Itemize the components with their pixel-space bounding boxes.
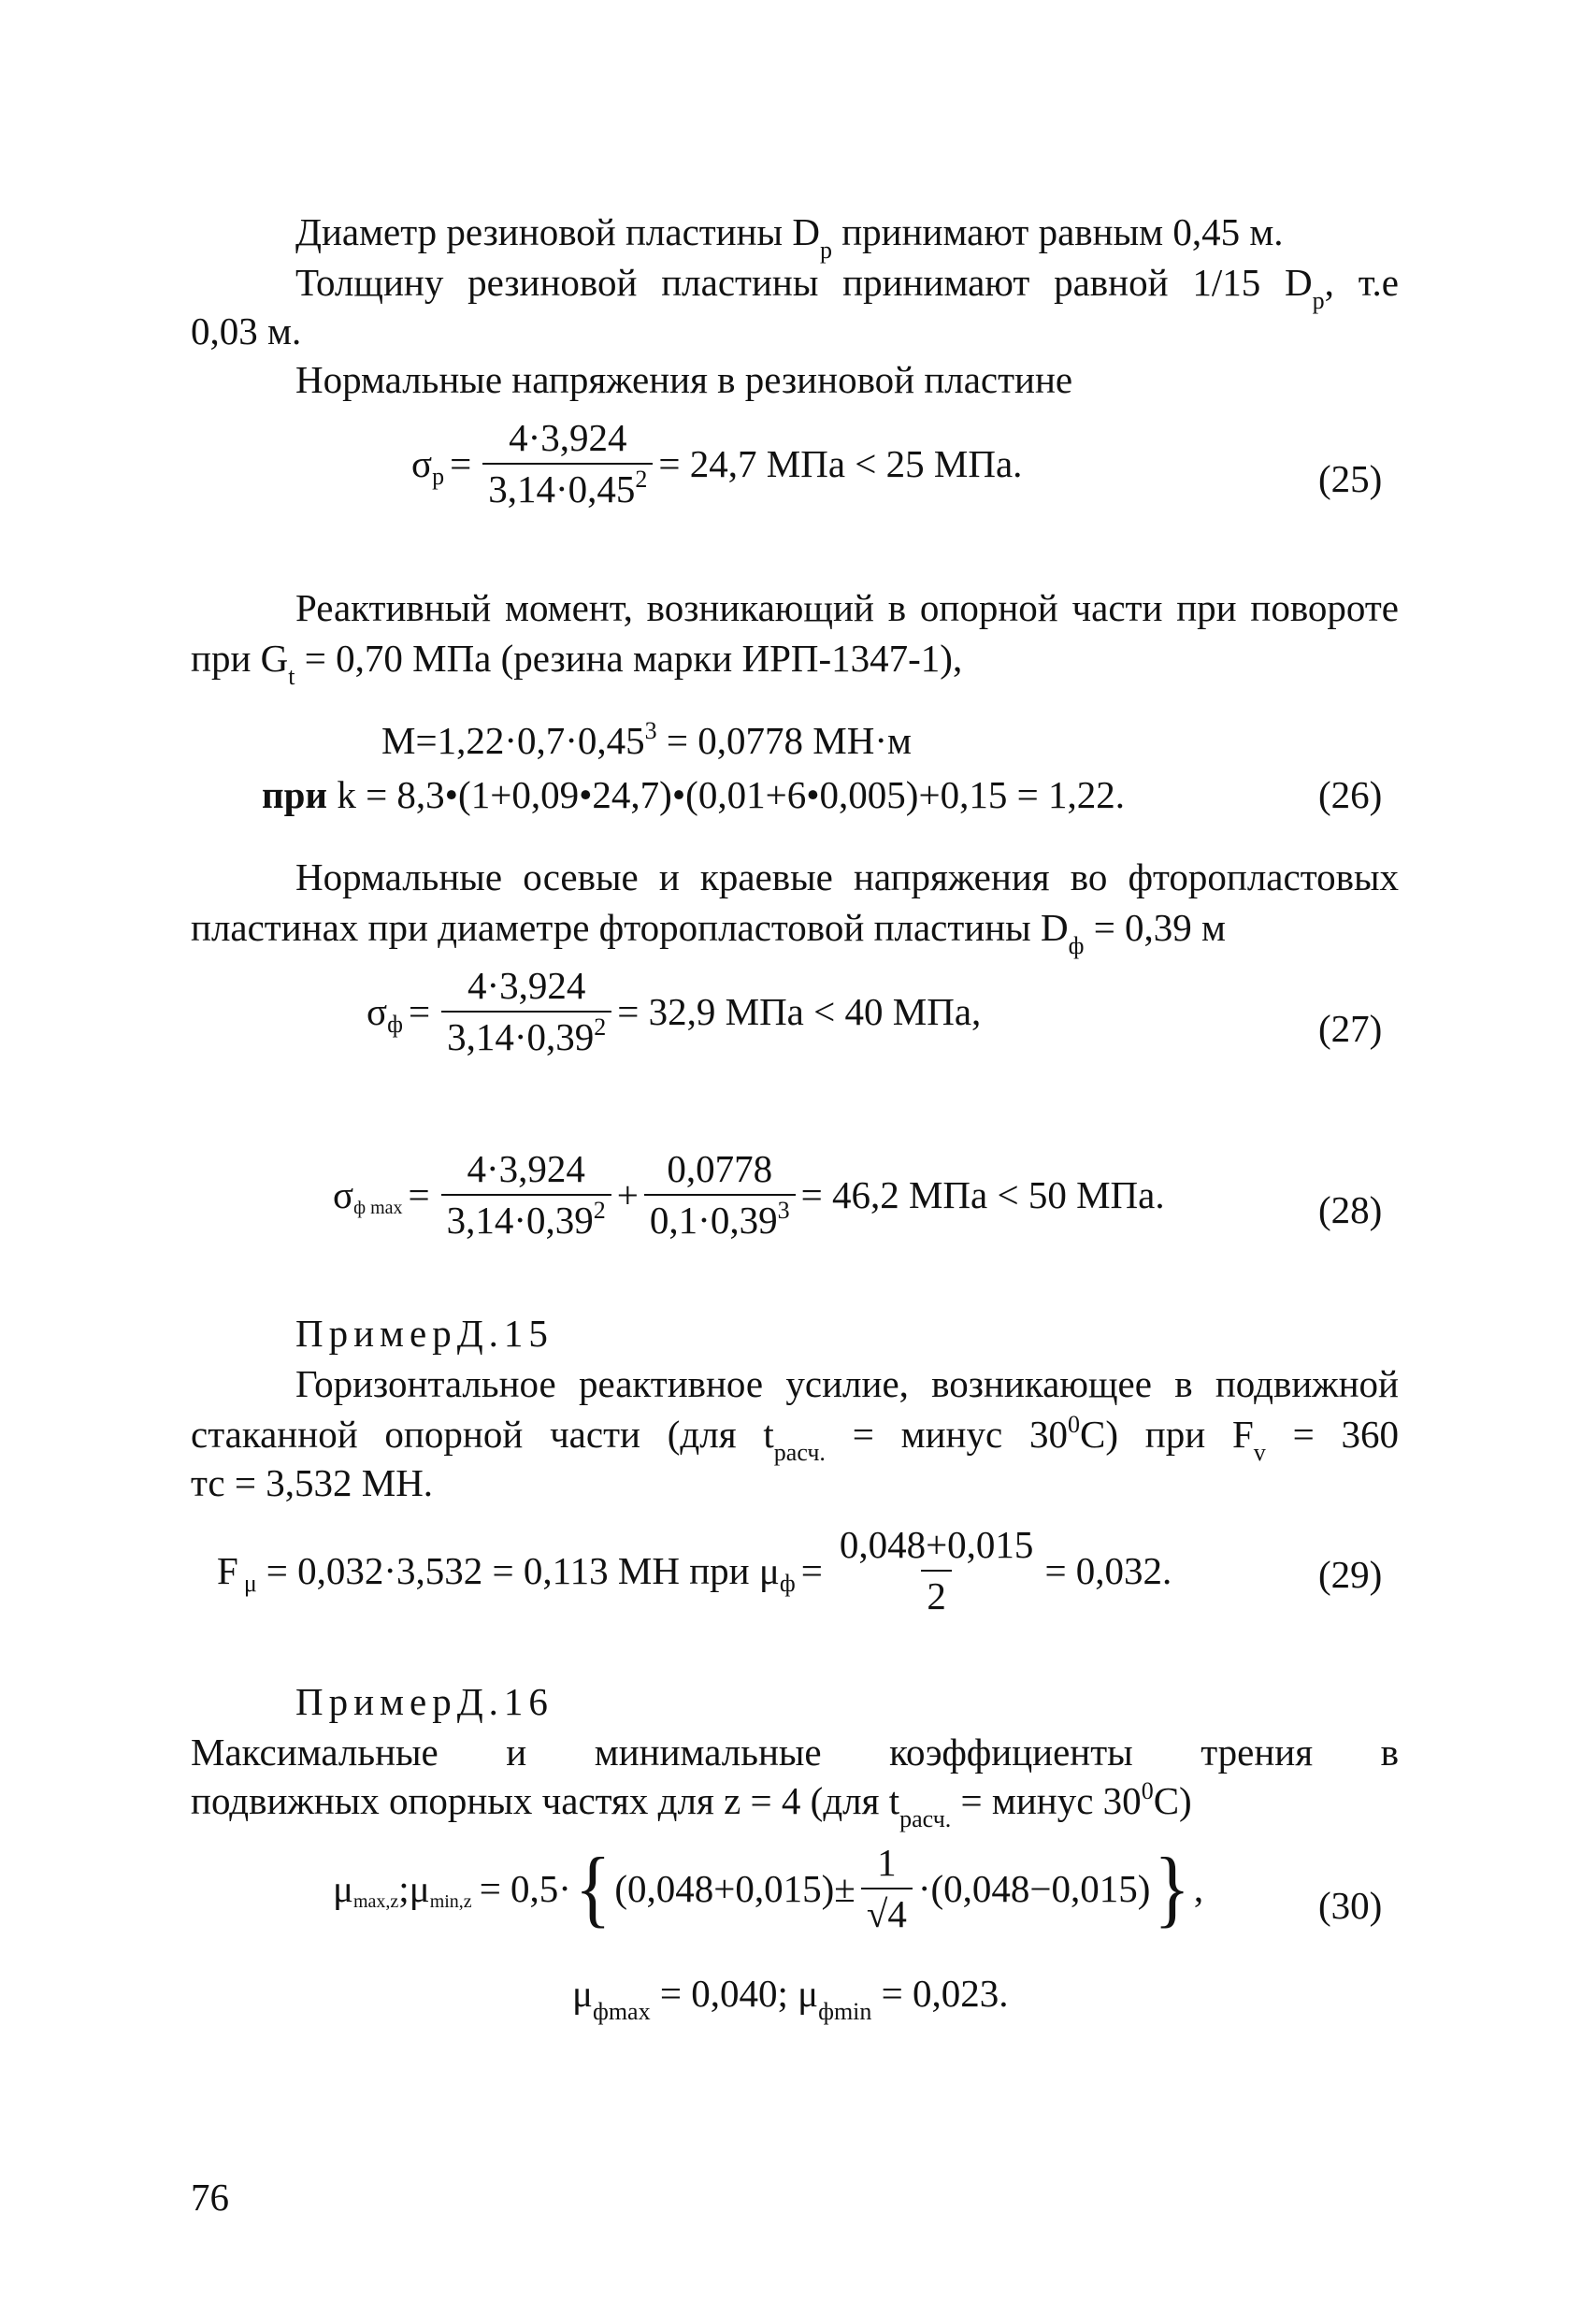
text-segment: = минус 30 bbox=[951, 1779, 1142, 1822]
superscript: 3 bbox=[644, 717, 657, 744]
text-segment: С) bbox=[1153, 1779, 1192, 1822]
text-segment: Толщину резиновой пластины принимают равной 1/15 D bbox=[295, 261, 1313, 304]
subscript: min,z bbox=[429, 1891, 472, 1912]
text-segment: , т.е bbox=[1324, 261, 1399, 304]
radical-sign: √ bbox=[866, 1892, 888, 1935]
text-segment: принимают равным 0,45 м. bbox=[831, 210, 1284, 253]
sqrt-denominator bbox=[861, 1888, 913, 1933]
equation-30 bbox=[333, 1841, 1204, 1936]
equation-text: = 0,0778 МН·м bbox=[656, 719, 912, 762]
superscript: 0 bbox=[1067, 1411, 1080, 1438]
text-line bbox=[191, 906, 1227, 959]
equation-number: (25) bbox=[1318, 457, 1383, 500]
equation-text: = 0,023. bbox=[871, 1972, 1009, 2015]
subscript: ф bbox=[779, 1570, 796, 1597]
equation-text: M=1,22·0,7·0,45 bbox=[381, 719, 645, 762]
equals-sign: = bbox=[450, 441, 472, 485]
text-segment: пластинах при диаметре фторопластовой пластины D bbox=[191, 906, 1069, 949]
subscript: р bbox=[819, 237, 832, 264]
example-heading: ПримерД.16 bbox=[295, 1680, 554, 1723]
left-brace: { bbox=[574, 1841, 611, 1936]
denominator bbox=[441, 1194, 611, 1240]
mu-symbol: μ bbox=[572, 1972, 593, 2015]
equation-text: = 0,032·3,532 = 0,113 МН при μ bbox=[266, 1548, 780, 1592]
denominator-text: 3,14·0,45 bbox=[488, 467, 636, 510]
denominator bbox=[482, 463, 653, 509]
text-line: Реактивный момент, возникающий в опорной части при повороте bbox=[295, 586, 1399, 629]
mu-symbol: μ bbox=[333, 1866, 353, 1910]
numerator: 4·3,924 bbox=[467, 1147, 585, 1190]
subscript: фmax bbox=[592, 1998, 651, 2025]
equation-text: = 0,040; bbox=[650, 1972, 798, 2015]
superscript: 0 bbox=[1141, 1777, 1154, 1804]
subscript: max,z bbox=[352, 1891, 399, 1912]
text-segment: Диаметр резиновой пластины D bbox=[295, 210, 820, 253]
equation-rhs: = 46,2 МПа < 50 МПа. bbox=[800, 1172, 1165, 1216]
text-line: Нормальные осевые и краевые напряжения во фторопластовых bbox=[295, 855, 1399, 898]
right-brace: } bbox=[1154, 1841, 1190, 1936]
mu-symbol: μ bbox=[409, 1866, 430, 1910]
equation-number: (29) bbox=[1318, 1553, 1383, 1596]
equation-text: = 0,5· bbox=[479, 1866, 571, 1910]
text-segment: С) при F bbox=[1079, 1413, 1254, 1456]
text-line bbox=[191, 1777, 1192, 1832]
sigma-symbol: σ bbox=[333, 1172, 354, 1216]
denominator bbox=[644, 1194, 796, 1240]
equation-26-line1 bbox=[381, 717, 912, 762]
text-segment: подвижных опорных частях для z = 4 (для t bbox=[191, 1779, 900, 1822]
equals-sign: = bbox=[800, 1548, 823, 1592]
denominator bbox=[441, 1011, 611, 1056]
text-line bbox=[295, 210, 1284, 264]
subscript: р bbox=[432, 463, 445, 490]
mu-symbol: μ bbox=[798, 1972, 819, 2015]
equation-results bbox=[572, 1972, 1009, 2025]
equation-text: k = 8,3•(1+0,09•24,7)•(0,01+6•0,005)+0,15 = 1,22. bbox=[337, 773, 1125, 816]
equals-sign: = bbox=[408, 989, 431, 1033]
equation-rhs: = 32,9 МПа < 40 МПа, bbox=[617, 989, 982, 1033]
equals-sign: = bbox=[408, 1172, 430, 1216]
numerator: 0,048+0,015 bbox=[839, 1523, 1034, 1566]
subscript: ф bbox=[1068, 932, 1085, 959]
text-line: Максимальные и минимальные коэффициенты трения в bbox=[191, 1731, 1399, 1774]
numerator: 1 bbox=[877, 1841, 897, 1884]
equation-text: при bbox=[262, 773, 338, 816]
equation-number: (27) bbox=[1318, 1007, 1383, 1050]
subscript: ф bbox=[387, 1011, 403, 1038]
denominator-text: 0,1·0,39 bbox=[649, 1199, 778, 1242]
text-line bbox=[295, 261, 1399, 314]
subscript: расч. bbox=[899, 1805, 952, 1832]
subscript: μ bbox=[243, 1570, 257, 1597]
fraction bbox=[644, 1147, 796, 1242]
fraction bbox=[441, 1147, 611, 1242]
plus-sign: + bbox=[616, 1172, 639, 1216]
example-heading: ПримерД.15 bbox=[295, 1312, 554, 1355]
superscript: 2 bbox=[635, 466, 648, 493]
superscript: 3 bbox=[777, 1197, 790, 1224]
equation-text: ·(0,048−0,015) bbox=[917, 1866, 1151, 1910]
text-line: Горизонтальное реактивное усилие, возникающее в подвижной bbox=[295, 1362, 1399, 1405]
equation-rhs: = 24,7 МПа < 25 МПа. bbox=[658, 441, 1023, 485]
equation-text: , bbox=[1193, 1866, 1204, 1910]
page-number: 76 bbox=[191, 2176, 229, 2219]
text-line bbox=[191, 637, 963, 690]
sigma-symbol: σ bbox=[367, 989, 388, 1033]
equation-rhs: = 0,032. bbox=[1044, 1548, 1172, 1592]
numerator: 4·3,924 bbox=[467, 964, 586, 1007]
text-segment: стаканной опорной части (для t bbox=[191, 1413, 774, 1456]
equation-number: (28) bbox=[1318, 1188, 1383, 1231]
subscript: фmin bbox=[818, 1998, 872, 2025]
subscript: v bbox=[1253, 1439, 1266, 1466]
subscript: t bbox=[288, 663, 295, 690]
subscript: р bbox=[1312, 287, 1325, 314]
radicand: 4 bbox=[887, 1892, 907, 1935]
denominator: 2 bbox=[921, 1570, 952, 1616]
equation-text: (0,048+0,015)± bbox=[614, 1866, 856, 1910]
fraction bbox=[482, 416, 653, 510]
text-line bbox=[191, 1411, 1400, 1466]
denominator-text: 3,14·0,39 bbox=[447, 1015, 595, 1058]
equation-number: (30) bbox=[1318, 1884, 1383, 1927]
text-segment: при G bbox=[191, 637, 289, 680]
text-line: тс = 3,532 МН. bbox=[191, 1461, 434, 1504]
equation-27 bbox=[367, 964, 982, 1058]
denominator-text: 3,14·0,39 bbox=[446, 1199, 594, 1242]
subscript: ф max bbox=[353, 1198, 403, 1218]
text-segment: = 0,70 МПа (резина марки ИРП-1347-1), bbox=[295, 637, 963, 680]
text-segment: = 360 bbox=[1265, 1413, 1400, 1456]
fraction bbox=[834, 1523, 1040, 1617]
subscript: расч. bbox=[773, 1439, 826, 1466]
text-segment: = минус 30 bbox=[825, 1413, 1068, 1456]
superscript: 2 bbox=[594, 1013, 607, 1041]
text-line: Нормальные напряжения в резиновой пластине bbox=[295, 358, 1073, 401]
equation-29 bbox=[217, 1523, 1172, 1617]
numerator: 0,0778 bbox=[667, 1147, 773, 1190]
numerator: 4·3,924 bbox=[509, 416, 627, 459]
equation-25 bbox=[411, 416, 1023, 510]
fraction bbox=[861, 1841, 913, 1935]
equation-26-line2 bbox=[262, 773, 1125, 816]
equation-number: (26) bbox=[1318, 773, 1383, 816]
separator: ; bbox=[398, 1866, 410, 1910]
superscript: 2 bbox=[593, 1197, 606, 1224]
equation-28 bbox=[333, 1147, 1165, 1242]
fraction bbox=[441, 964, 611, 1058]
text-segment: = 0,39 м bbox=[1084, 906, 1227, 949]
force-symbol: F bbox=[217, 1548, 238, 1592]
text-line: 0,03 м. bbox=[191, 309, 302, 352]
sigma-symbol: σ bbox=[411, 441, 433, 485]
